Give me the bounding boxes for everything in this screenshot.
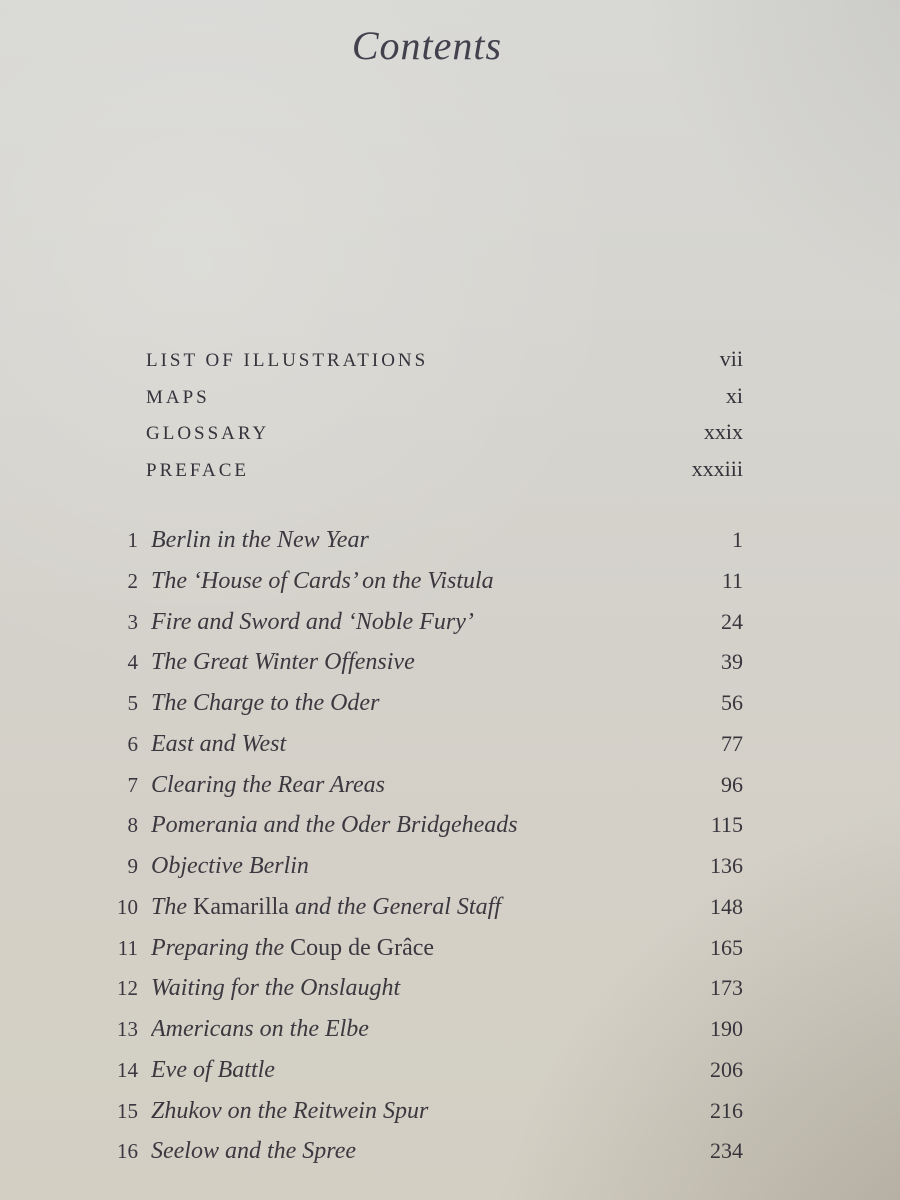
chapter-number: 7 xyxy=(127,772,138,797)
page-title: Contents xyxy=(351,23,503,68)
chapter-number: 1 xyxy=(127,528,138,552)
chapter-page-number: 1 xyxy=(732,527,743,552)
chapter-page-number: 96 xyxy=(721,771,743,797)
chapter-number: 4 xyxy=(127,650,138,675)
front-matter-label: GLOSSARY xyxy=(146,423,270,445)
chapter-number: 12 xyxy=(117,976,138,1001)
chapter-page-number: 56 xyxy=(721,690,743,715)
chapter-page-number: 190 xyxy=(710,1016,743,1041)
chapter-title: Zhukov on the Reitwein Spur xyxy=(151,1097,429,1124)
chapter-page-number: 11 xyxy=(721,567,743,593)
chapter-row xyxy=(108,772,743,813)
chapter-row xyxy=(108,812,743,853)
chapter-title: Fire and Sword and ‘Noble Fury’ xyxy=(151,608,474,635)
chapter-row xyxy=(108,1057,743,1098)
chapter-number: 2 xyxy=(127,568,138,593)
chapter-row xyxy=(108,975,743,1016)
chapter-title: Seelow and the Spree xyxy=(151,1138,357,1165)
chapter-title: The ‘House of Cards’ on the Vistula xyxy=(151,567,494,594)
chapter-title: Berlin in the New Year xyxy=(151,527,369,553)
chapter-number: 9 xyxy=(127,854,138,878)
chapter-title: Americans on the Elbe xyxy=(151,1016,369,1042)
chapter-row xyxy=(108,609,743,650)
front-matter-label: LIST OF ILLUSTRATIONS xyxy=(146,350,429,371)
chapter-number: 6 xyxy=(127,731,138,756)
chapter-number: 5 xyxy=(127,691,138,715)
chapter-page-number: 115 xyxy=(710,812,743,838)
chapter-page-number: 165 xyxy=(710,934,743,960)
chapter-row xyxy=(108,731,743,772)
chapter-title: Waiting for the Onslaught xyxy=(151,975,401,1002)
chapter-page-number: 173 xyxy=(710,975,743,1001)
chapter-row xyxy=(108,1098,743,1139)
chapter-page-number: 234 xyxy=(710,1138,743,1164)
front-matter-row xyxy=(146,383,743,420)
chapter-title: Pomerania and the Oder Bridgeheads xyxy=(151,812,518,839)
chapter-page-number: 206 xyxy=(710,1056,743,1082)
chapter-row xyxy=(108,568,743,609)
chapter-number: 11 xyxy=(117,935,138,960)
chapter-number: 14 xyxy=(117,1057,138,1082)
chapter-number: 8 xyxy=(127,813,138,838)
chapter-title: Preparing the Coup de Grâce xyxy=(151,934,435,961)
chapter-page-number: 39 xyxy=(721,649,743,675)
chapter-number: 13 xyxy=(117,1017,138,1041)
front-matter-page-number: xxix xyxy=(703,419,743,445)
chapter-page-number: 216 xyxy=(710,1097,743,1123)
front-matter-row xyxy=(146,456,743,493)
chapter-page-number: 24 xyxy=(721,608,743,634)
chapter-row xyxy=(108,1138,743,1179)
chapter-title: Clearing the Rear Areas xyxy=(151,771,385,798)
front-matter-label: MAPS xyxy=(146,386,210,408)
front-matter-page-number: xi xyxy=(725,382,743,408)
chapter-number: 10 xyxy=(117,894,138,919)
chapter-row xyxy=(108,935,743,976)
chapter-page-number: 77 xyxy=(721,730,743,756)
chapter-row xyxy=(108,894,743,935)
chapter-page-number: 136 xyxy=(710,853,743,878)
chapter-number: 3 xyxy=(127,609,138,634)
chapter-title: Eve of Battle xyxy=(151,1056,275,1083)
chapter-title: The Kamarilla and the General Staff xyxy=(151,893,501,920)
front-matter-row xyxy=(146,346,743,383)
chapter-title: The Great Winter Offensive xyxy=(151,649,415,676)
chapter-row xyxy=(108,690,743,731)
chapter-number: 15 xyxy=(117,1098,138,1123)
chapter-title: East and West xyxy=(151,730,287,757)
chapter-page-number: 148 xyxy=(710,893,743,919)
chapter-title: The Charge to the Oder xyxy=(151,690,380,716)
chapter-row xyxy=(108,527,743,568)
chapter-row xyxy=(108,649,743,690)
front-matter-page-number: vii xyxy=(719,346,743,371)
front-matter-list xyxy=(146,346,743,492)
chapter-row xyxy=(108,1016,743,1057)
chapter-row xyxy=(108,853,743,894)
chapter-list xyxy=(108,527,743,1179)
front-matter-row xyxy=(146,419,743,456)
front-matter-page-number: xxxiii xyxy=(691,455,743,481)
chapter-title: Objective Berlin xyxy=(151,853,309,879)
front-matter-label: PREFACE xyxy=(146,459,250,481)
chapter-number: 16 xyxy=(117,1139,138,1164)
